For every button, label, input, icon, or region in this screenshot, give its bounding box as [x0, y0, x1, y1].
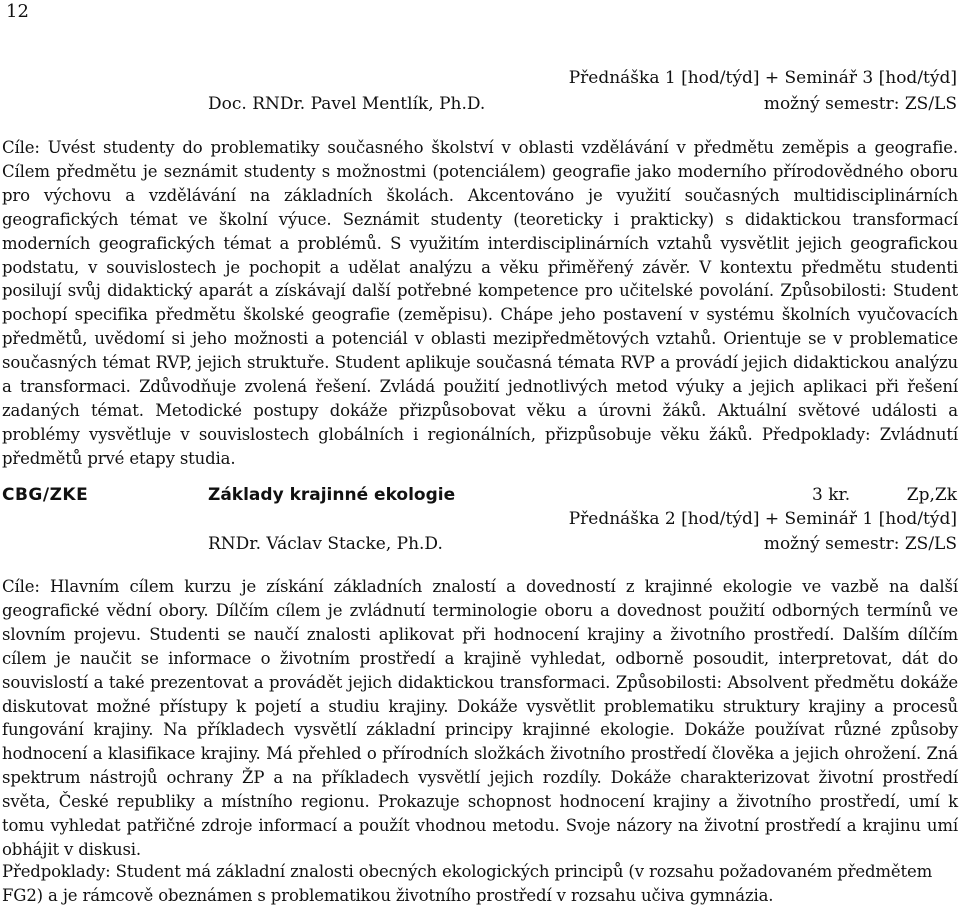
- prev-course-teacher: Doc. RNDr. Pavel Mentlík, Ph.D.: [208, 94, 486, 114]
- course-code: CBG/ZKE: [2, 485, 89, 505]
- course-completion: Zp,Zk: [906, 485, 957, 505]
- prev-course-hours: Přednáška 1 [hod/týd] + Seminář 3 [hod/týd]: [568, 68, 957, 88]
- prev-course-description: Cíle: Uvést studenty do problematiky současného školství v oblasti vzdělávání v předmětu zeměpis a geografie. Cílem předmětu je seznámit studenty s možnostmi (potenciálem) geografie jako moderního přírodovědného oboru pro výchovu a vzdělávání na základních školách. Akcentováno je využití současných multidisciplinárních geografických témat ve školní výuce. Seznámit studenty (teoreticky i prakticky) s didaktickou transformací moderních geografických témat a problémů. S využitím interdisciplinárních vztahů vysvětlit jejich geografickou podstatu, v souvislostech je pochopit a udělat analýzu a věku přiměřený závěr. V kontextu předmětu studenti posilují svůj didaktický aparát a získávají další potřebné kompetence pro učitelské povolání. Způsobilosti: Student pochopí specifika předmětu školské geografie (zeměpisu). Chápe jeho postavení v systému školních vyučovacích předmětů, uvědomí si jeho možnosti a potenciál v oblasti mezipředmětových vztahů. Orientuje se v problematice současných témat RVP, jejich struktuře. Student aplikuje současná témata RVP a provádí jejich didaktickou analýzu a transformaci. Zdůvodňuje zvolená řešení. Zvládá použití jednotlivých metod výuky a jejich aplikaci při řešení zadaných témat. Metodické postupy dokáže přizpůsobovat věku a úrovni žáků. Aktuální světové události a problémy vysvětluje v souvislostech globálních i regionálních, přizpůsobuje věku žáků. Předpoklady: Zvládnutí předmětů prvé etapy studia.: [2, 138, 958, 468]
- course-hours: Přednáška 2 [hod/týd] + Seminář 1 [hod/týd]: [568, 509, 957, 529]
- prev-course-semester: možný semestr: ZS/LS: [763, 94, 957, 114]
- course-teacher: RNDr. Václav Stacke, Ph.D.: [208, 534, 443, 554]
- course-prerequisites: Předpoklady: Student má základní znalosti obecných ekologických principů (v rozsahu požadovaném předmětem FG2) a je rámcově obeznámen s problematikou životního prostředí v rozsahu učiva gymnázia.: [2, 862, 933, 905]
- course-description: Cíle: Hlavním cílem kurzu je získání základních znalostí a dovedností z krajinné ekologie ve vazbě na další geografické vědní obory. Dílčím cílem je zvládnutí terminologie oboru a dovednost použití odborných termínů ve slovním projevu. Studenti se naučí znalosti aplikovat při hodnocení krajiny a životního prostředí. Dalším dílčím cílem je naučit se informace o životním prostředí a krajině vyhledat, odborně posoudit, interpretovat, dát do souvislostí a také prezentovat a provádět jejich didaktickou transformaci. Způsobilosti: Absolvent předmětu dokáže diskutovat možné přístupy k pojetí a studiu krajiny. Dokáže vysvětlit problematiku struktury krajiny a procesů fungování krajiny. Na příkladech vysvětlí základní principy krajinné ekologie. Dokáže používat různé způsoby hodnocení a klasifikace krajiny. Má přehled o přírodních složkách životního prostředí člověka a jejich ohrožení. Zná spektrum nástrojů ochrany ŽP a na příkladech vysvětlí jejich rozdíly. Dokáže charakterizovat životní prostředí světa, České republiky a místního regionu. Prokazuje schopnost hodnocení krajiny a životního prostředí, umí k tomu vyhledat patřičné zdroje informací a použít vhodnou metodu. Svoje názory na životní prostředí a krajinu umí obhájit v diskusi.: [2, 577, 958, 859]
- course-title: Základy krajinné ekologie: [208, 485, 456, 505]
- course-credits: 3 kr.: [812, 485, 851, 505]
- page-number: 12: [6, 1, 29, 22]
- course-semester: možný semestr: ZS/LS: [763, 534, 957, 554]
